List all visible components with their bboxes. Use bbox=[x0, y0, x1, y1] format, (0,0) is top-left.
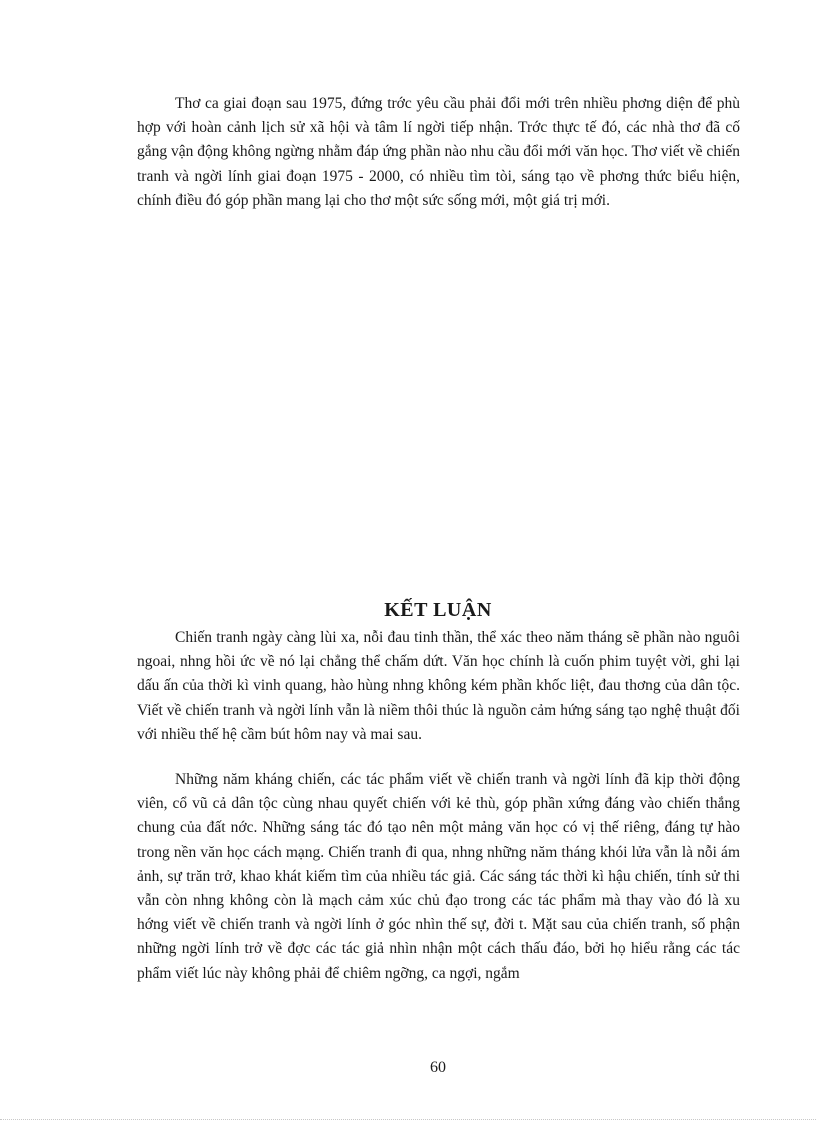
section-heading: KẾT LUẬN bbox=[384, 599, 492, 621]
page-number: 60 bbox=[430, 1059, 446, 1076]
page-bottom-divider bbox=[0, 1119, 816, 1120]
conclusion-paragraph-2: Những năm kháng chiến, các tác phẩm viết về chiến tranh và ngời lính đã kịp thời động viên, cổ vũ cả dân tộc cùng nhau quyết chiến với kẻ thù, góp phần xứng đáng vào chiến thắng chung của đất nớc. Những sáng tác đó tạo nên một mảng văn học có vị thế riêng, đáng tự hào trong nền văn học cách mạng. Chiến tranh đi qua, nhng những năm tháng khói lửa vẫn là nỗi ám ảnh, sự trăn trở, khao khát kiếm tìm của nhiều tác giả. Các sáng tác thời kì hậu chiến, tính sử thi vẫn còn nhng không còn là mạch cảm xúc chủ đạo trong các tác phẩm mà thay vào đó là xu hớng viết về chiến tranh và ngời lính ở góc nhìn thế sự, đời t. Mặt sau của chiến tranh, số phận những ngời lính trở về đợc các tác giả nhìn nhận một cách thấu đáo, bởi họ hiểu rằng các tác phẩm viết lúc này không phải để chiêm ngỡng, ca ngợi, ngắm bbox=[137, 771, 740, 982]
intro-paragraph: Thơ ca giai đoạn sau 1975, đứng trớc yêu cầu phải đổi mới trên nhiều phơng diện để phù hợp với hoàn cảnh lịch sử xã hội và tâm lí ngời tiếp nhận. Trớc thực tế đó, các nhà thơ đã cố gắng vận động không ngừng nhằm đáp ứng phần nào nhu cầu đổi mới văn học. Thơ viết về chiến tranh và ngời lính giai đoạn 1975 - 2000, có nhiều tìm tòi, sáng tạo về phơng thức biểu hiện, chính điều đó góp phần mang lại cho thơ một sức sống mới, một giá trị mới. bbox=[137, 95, 740, 209]
conclusion-paragraph-1: Chiến tranh ngày càng lùi xa, nỗi đau tinh thần, thể xác theo năm tháng sẽ phần nào nguôi ngoai, nhng hồi ức về nó lại chẳng thể chấm dứt. Văn học chính là cuốn phim tuyệt vời, ghi lại dấu ấn của thời kì vinh quang, hào hùng nhng không kém phần khốc liệt, đau thơng của dân tộc. Viết về chiến tranh và ngời lính vẫn là niềm thôi thúc là nguồn cảm hứng sáng tạo nghệ thuật đối với nhiều thế hệ cầm bút hôm nay và mai sau. bbox=[137, 629, 740, 743]
